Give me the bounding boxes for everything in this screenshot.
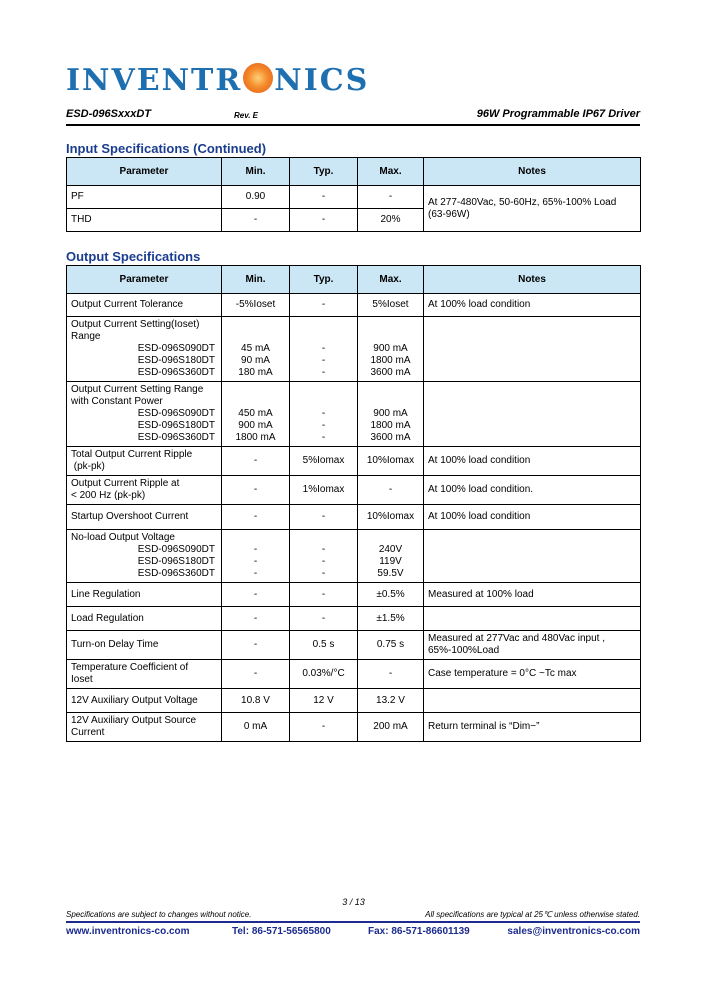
value-line: 90 mA: [241, 355, 270, 366]
footer-divider: [66, 921, 640, 923]
param-line: < 200 Hz (pk-pk): [71, 490, 146, 501]
input-spec-table: [66, 157, 641, 232]
model-name: ESD-096S090DT: [137, 544, 215, 555]
table-row: [67, 713, 641, 742]
table-row: [67, 689, 641, 713]
typ-cell: [290, 317, 358, 382]
value-line: -: [321, 343, 326, 354]
model-name: ESD-096S180DT: [137, 355, 215, 366]
col-header-min: Min.: [222, 266, 290, 294]
param-line: No-load Output Voltage: [71, 532, 175, 543]
logo-text-end: NICS: [274, 62, 370, 98]
typ-cell: 5%Iomax: [290, 447, 358, 476]
param-line: Total Output Current Ripple: [71, 449, 193, 460]
value-line: 900 mA: [373, 343, 408, 354]
notes-cell: [424, 382, 641, 447]
min-cell: 0.90: [222, 186, 290, 209]
table-row: [67, 186, 641, 209]
value-line: 450 mA: [238, 408, 273, 419]
table-row: [67, 317, 641, 382]
max-cell: 10%Iomax: [358, 447, 424, 476]
max-cell: 10%Iomax: [358, 505, 424, 530]
col-header-parameter: Parameter: [67, 158, 222, 186]
typ-cell: -: [290, 209, 358, 232]
table-row: [67, 607, 641, 631]
value-line: 119V: [379, 556, 402, 567]
param-cell: [67, 447, 222, 476]
min-cell: [222, 317, 290, 382]
notes-cell: [424, 631, 641, 660]
product-name: 96W Programmable IP67 Driver: [476, 108, 640, 120]
value-line: -: [253, 556, 258, 567]
max-cell: [358, 530, 424, 583]
param-cell: [67, 660, 222, 689]
table-row: [67, 447, 641, 476]
max-cell: [358, 317, 424, 382]
min-cell: 0 mA: [222, 713, 290, 742]
table-row: [67, 476, 641, 505]
notes-line: 65%-100%Load: [428, 645, 500, 656]
param-cell: [67, 317, 222, 382]
param-line: Output Current Setting Range: [71, 384, 204, 395]
col-header-min: Min.: [222, 158, 290, 186]
col-header-notes: Notes: [424, 266, 641, 294]
max-cell: 20%: [358, 209, 424, 232]
typ-cell: 1%Iomax: [290, 476, 358, 505]
param-line: (pk-pk): [71, 461, 105, 472]
typ-cell: -: [290, 186, 358, 209]
max-cell: -: [358, 476, 424, 505]
output-spec-table: [66, 265, 641, 742]
min-cell: [222, 382, 290, 447]
min-cell: -: [222, 447, 290, 476]
param-cell: [67, 713, 222, 742]
typ-cell: 0.03%/°C: [290, 660, 358, 689]
max-cell: 5%Ioset: [358, 294, 424, 317]
table-row: [67, 294, 641, 317]
table-row: [67, 530, 641, 583]
notes-cell: Measured at 100% load: [424, 583, 641, 607]
notes-cell: At 277-480Vac, 50-60Hz, 65%-100% Load (63-96W): [424, 186, 641, 232]
max-cell: ±1.5%: [358, 607, 424, 631]
max-cell: [358, 382, 424, 447]
min-cell: -5%Ioset: [222, 294, 290, 317]
notes-cell: At 100% load condition: [424, 447, 641, 476]
param-cell: Load Regulation: [67, 607, 222, 631]
value-line: 59.5V: [377, 568, 404, 579]
min-cell: -: [222, 209, 290, 232]
param-cell: [67, 530, 222, 583]
value-line: 3600 mA: [370, 367, 411, 378]
value-line: -: [321, 432, 326, 443]
logo-sun-icon: [243, 63, 273, 93]
notes-line: Measured at 277Vac and 480Vac input ,: [428, 633, 605, 644]
min-cell: [222, 530, 290, 583]
param-line: Current: [71, 727, 105, 738]
footer-typical-note: All specifications are typical at 25℃ unless otherwise stated.: [425, 910, 640, 919]
value-line: -: [321, 420, 326, 431]
table-header-row: [67, 158, 641, 186]
page-number: 3 / 13: [342, 897, 365, 907]
param-cell: Line Regulation: [67, 583, 222, 607]
col-header-parameter: Parameter: [67, 266, 222, 294]
max-cell: 200 mA: [358, 713, 424, 742]
logo-text-start: INVENTR: [66, 62, 243, 98]
param-line: Ioset: [71, 674, 93, 685]
phone-number: Tel: 86-571-56565800: [232, 926, 331, 937]
table-row: [67, 583, 641, 607]
notes-cell: [424, 607, 641, 631]
value-line: 240V: [378, 544, 403, 555]
footer-disclaimer: Specifications are subject to changes without notice.: [66, 910, 252, 919]
table-row: [67, 631, 641, 660]
col-header-max: Max.: [358, 266, 424, 294]
model-name: ESD-096S360DT: [137, 367, 215, 378]
min-cell: -: [222, 631, 290, 660]
typ-cell: [290, 382, 358, 447]
model-name: ESD-096S090DT: [137, 343, 215, 354]
col-header-typ: Typ.: [290, 158, 358, 186]
param-line: Output Current Ripple at: [71, 478, 180, 489]
value-line: -: [253, 568, 258, 579]
max-cell: 0.75 s: [358, 631, 424, 660]
typ-cell: -: [290, 505, 358, 530]
notes-cell: [424, 317, 641, 382]
col-header-max: Max.: [358, 158, 424, 186]
value-line: -: [321, 408, 326, 419]
model-name: ESD-096S180DT: [137, 420, 215, 431]
typ-cell: 0.5 s: [290, 631, 358, 660]
output-section-title: Output Specifications: [66, 249, 201, 264]
min-cell: -: [222, 476, 290, 505]
value-line: -: [321, 556, 326, 567]
email-link[interactable]: sales@inventronics-co.com: [507, 926, 640, 937]
model-name: ESD-096S360DT: [137, 568, 215, 579]
param-cell: Output Current Tolerance: [67, 294, 222, 317]
min-cell: -: [222, 583, 290, 607]
document-header: [66, 108, 640, 124]
value-line: 180 mA: [238, 367, 273, 378]
model-name: ESD-096S180DT: [137, 556, 215, 567]
typ-cell: -: [290, 713, 358, 742]
param-cell: Startup Overshoot Current: [67, 505, 222, 530]
input-section-title: Input Specifications (Continued): [66, 141, 267, 156]
value-line: 1800 mA: [235, 432, 276, 443]
value-line: 1800 mA: [370, 420, 411, 431]
param-cell: 12V Auxiliary Output Voltage: [67, 689, 222, 713]
notes-cell: At 100% load condition: [424, 294, 641, 317]
param-line: Range: [71, 331, 101, 342]
param-cell: THD: [67, 209, 222, 232]
min-cell: -: [222, 607, 290, 631]
value-line: -: [253, 544, 258, 555]
typ-cell: [290, 530, 358, 583]
param-line: 12V Auxiliary Output Source: [71, 715, 197, 726]
max-cell: 13.2 V: [358, 689, 424, 713]
value-line: 900 mA: [238, 420, 273, 431]
max-cell: ±0.5%: [358, 583, 424, 607]
value-line: -: [321, 568, 326, 579]
value-line: 45 mA: [241, 343, 270, 354]
param-line: with Constant Power: [71, 396, 163, 407]
model-name: ESD-096S090DT: [137, 408, 215, 419]
param-cell: [67, 476, 222, 505]
value-line: -: [321, 544, 326, 555]
param-cell: [67, 382, 222, 447]
table-header-row: [67, 266, 641, 294]
table-row: [67, 382, 641, 447]
website-link[interactable]: www.inventronics-co.com: [66, 926, 190, 937]
notes-cell: [424, 689, 641, 713]
value-line: 3600 mA: [370, 432, 411, 443]
notes-cell: [424, 530, 641, 583]
min-cell: 10.8 V: [222, 689, 290, 713]
notes-cell: At 100% load condition.: [424, 476, 641, 505]
revision: Rev. E: [234, 111, 259, 120]
model-name: ESD-096S360DT: [137, 432, 215, 443]
min-cell: -: [222, 660, 290, 689]
param-cell: PF: [67, 186, 222, 209]
notes-cell: At 100% load condition: [424, 505, 641, 530]
param-line: Temperature Coefficient of: [71, 662, 189, 673]
company-logo: [66, 62, 369, 98]
header-divider: [66, 124, 640, 126]
value-line: -: [321, 367, 326, 378]
col-header-typ: Typ.: [290, 266, 358, 294]
max-cell: -: [358, 660, 424, 689]
fax-number: Fax: 86-571-86601139: [368, 926, 470, 937]
value-line: -: [321, 355, 326, 366]
value-line: 900 mA: [373, 408, 408, 419]
param-line: Output Current Setting(Ioset): [71, 319, 200, 330]
typ-cell: 12 V: [290, 689, 358, 713]
notes-cell: Case temperature = 0°C ~Tc max: [424, 660, 641, 689]
typ-cell: -: [290, 583, 358, 607]
min-cell: -: [222, 505, 290, 530]
max-cell: -: [358, 186, 424, 209]
col-header-notes: Notes: [424, 158, 641, 186]
typ-cell: -: [290, 294, 358, 317]
value-line: 1800 mA: [370, 355, 411, 366]
table-row: [67, 505, 641, 530]
param-cell: Turn-on Delay Time: [67, 631, 222, 660]
table-row: [67, 660, 641, 689]
notes-cell: Return terminal is “Dim−”: [424, 713, 641, 742]
model-number: ESD-096SxxxDT: [66, 108, 151, 120]
typ-cell: -: [290, 607, 358, 631]
